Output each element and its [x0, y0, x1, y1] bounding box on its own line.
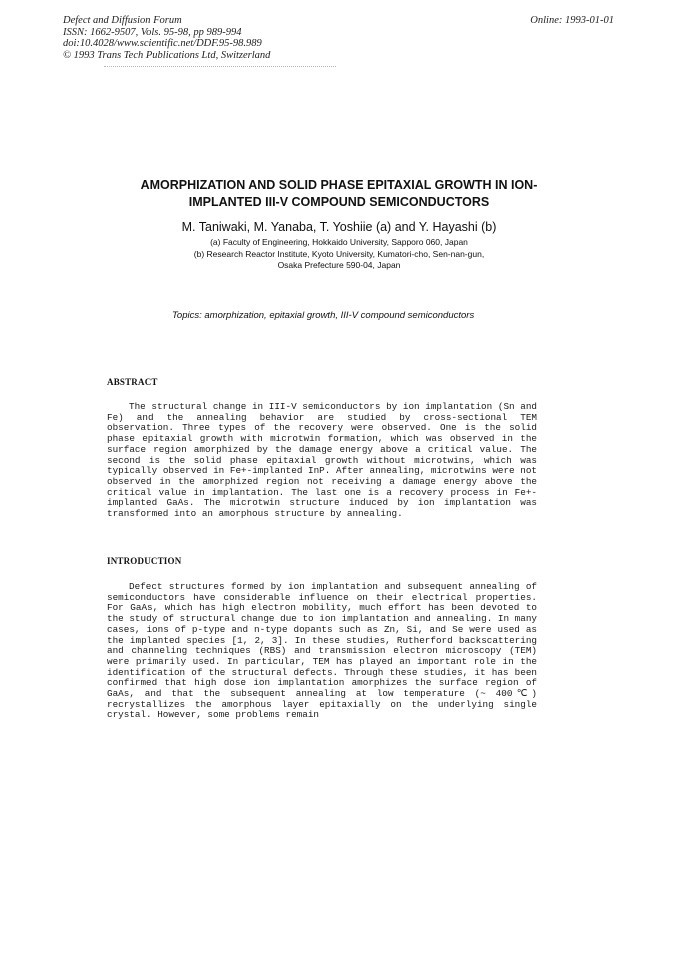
abstract-paragraph: The structural change in III-V semiconductors by ion implantation (Sn and Fe) and the annealing behavior are studied by cross-sectional TEM observation. Three types of the recovery were observed. One is the solid phase epitaxial growth with microtwin formation, which was observed in the surface region amorphized by the damage energy above a critical value. The second is the solid phase epitaxial growth without microtwins, which was typically observed in Fe+-implanted InP. After annealing, microtwins were not observed in the amorphized region not receiving a damage energy above the critical value in implantation. The last one is a recovery process in Fe+-implanted GaAs. The microtwin structure induced by ion implantation was transformed into an amorphous structure by annealing. — [107, 401, 537, 520]
doi-line: doi:10.4028/www.scientific.net/DDF.95-98.989 — [63, 38, 262, 49]
affiliation-b-line-1: (b) Research Reactor Institute, Kyoto University, Kumatori-cho, Sen-nan-gun, — [193, 248, 485, 259]
introduction-heading: INTRODUCTION — [107, 556, 182, 566]
introduction-paragraph: Defect structures formed by ion implantation and subsequent annealing of semiconductors have considerable influence on their electrical properties. For GaAs, which has high electron mobility, much effort has been devoted to the study of structural change due to ion implantation and annealing. In many cases, ions of p-type and n-type dopants such as Zn, Si, and Se were used as the implanted species [1, 2, 3]. In these studies, Rutherford backscattering and channeling techniques (RBS) and transmission electron microscopy (TEM) were primarily used. In particular, TEM has played an important role in the identification of the structural defects. Through these studies, it has been confirmed that high dose ion implantation amorphizes the surface region of GaAs, and that the subsequent annealing at low temperature (~ 400℃) recrystallizes the amorphous layer epitaxially on the underlying single crystal. However, some problems remain — [107, 581, 537, 721]
author-list: M. Taniwaki, M. Yanaba, T. Yoshiie (a) and Y. Hayashi (b) — [181, 220, 497, 234]
affiliation-b-line-2: Osaka Prefecture 590-04, Japan — [277, 260, 401, 270]
online-date: Online: 1993-01-01 — [530, 15, 614, 26]
topics-line: Topics: amorphization, epitaxial growth, III-V compound semiconductors — [172, 310, 475, 321]
affiliations — [100, 237, 578, 272]
journal-name: Defect and Diffusion Forum — [63, 15, 182, 26]
abstract-heading: ABSTRACT — [107, 377, 158, 387]
issn-line: ISSN: 1662-9507, Vols. 95-98, pp 989-994 — [63, 26, 242, 38]
paper-title — [100, 177, 578, 211]
title-line-1: AMORPHIZATION AND SOLID PHASE EPITAXIAL GROWTH IN ION- — [140, 178, 538, 192]
copyright-line: © 1993 Trans Tech Publications Ltd, Switzerland — [63, 49, 271, 61]
journal-metadata — [63, 15, 270, 61]
title-line-2: IMPLANTED III-V COMPOUND SEMICONDUCTORS — [188, 195, 490, 209]
affiliation-a: (a) Faculty of Engineering, Hokkaido University, Sapporo 060, Japan — [210, 237, 468, 247]
introduction-body — [107, 582, 537, 721]
abstract-body — [107, 402, 537, 520]
scan-artifact — [104, 66, 336, 71]
